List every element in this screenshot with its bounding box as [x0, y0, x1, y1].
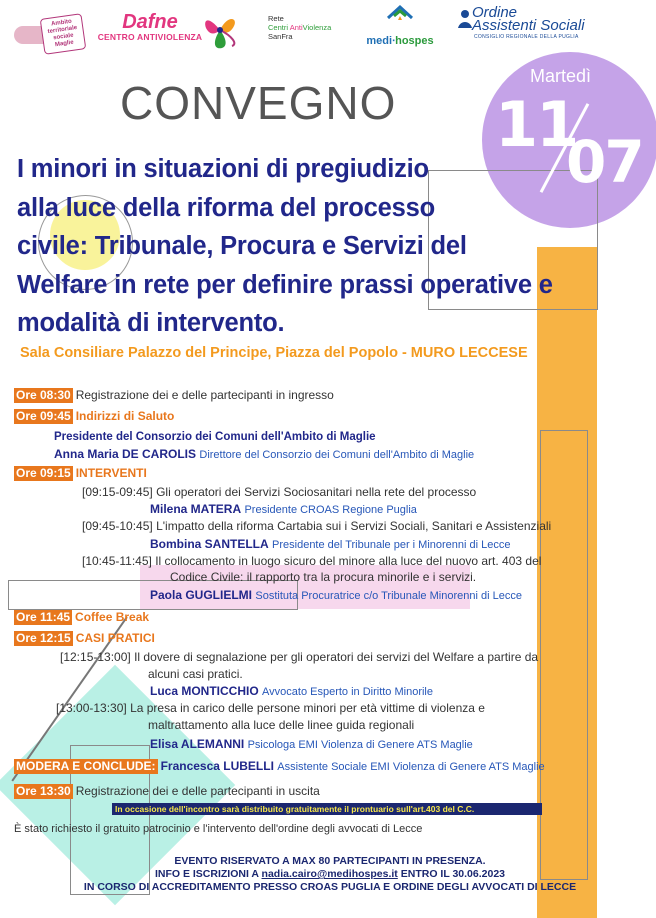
program-row — [82, 485, 476, 500]
program-row — [14, 388, 334, 403]
patronage-note: È stato richiesto il gratuito patrocinio e l'intervento dell'ordine degli avvocati di Lecce — [14, 823, 423, 835]
event-type: CONVEGNO — [120, 77, 397, 129]
time-tag: Ore 11:45 — [16, 610, 71, 624]
rete-cav-logo — [268, 14, 358, 54]
program-row — [150, 537, 511, 553]
program-row — [56, 701, 485, 716]
program-row — [60, 650, 538, 665]
speaker-role: Presidente CROAS Regione Puglia — [244, 504, 417, 516]
ambito-label: Ambito territoriale sociale Maglie — [40, 13, 87, 54]
speaker-name: Luca MONTICCHIO — [150, 684, 259, 698]
program-row — [54, 447, 474, 463]
talk-title: La presa in carico delle persone minori per età vittime di violenza e — [130, 701, 485, 715]
logo-strip — [0, 0, 656, 60]
program-row — [82, 519, 551, 534]
moderator-role: Assistente Sociale EMI Violenza di Genere ATS Maglie — [277, 761, 545, 773]
speaker-name: Bombina SANTELLA — [150, 537, 269, 551]
speaker-role: Avvocato Esperto in Diritto Minorile — [262, 686, 433, 698]
program-row — [14, 466, 147, 481]
section-heading: Indirizzi di Saluto — [75, 409, 175, 423]
event-title — [17, 150, 607, 343]
program-row — [150, 588, 522, 604]
time-tag: Ore 08:30 — [16, 388, 71, 402]
notice-banner: In occasione dell'incontro sarà distribuito gratuitamente il prontuario sull'art.403 del C.C. — [112, 803, 542, 815]
ordine-title: Ordine Assistenti Sociali — [472, 4, 585, 34]
time-tag: Ore 09:45 — [16, 409, 71, 423]
timeslot: [09:45-10:45] — [82, 519, 153, 533]
dafne-subtitle: CENTRO ANTIVIOLENZA — [97, 32, 203, 42]
speaker-title: Presidente del Consorzio dei Comuni dell'Ambito di Maglie — [54, 431, 376, 443]
talk-title: Il collocamento in luogo sicuro del minore alla luce del nuovo art. 403 del — [155, 554, 542, 568]
program-row — [150, 737, 473, 753]
email-link[interactable]: nadia.cairo@medihospes.it — [261, 868, 398, 880]
month-number: 07 — [566, 128, 643, 196]
section-heading: CASI PRATICI — [75, 631, 155, 645]
day-number: 11 — [495, 88, 578, 161]
footer-text: INFO E ISCRIZIONI A — [154, 868, 262, 880]
timeslot: [10:45-11:45] — [82, 554, 152, 568]
time-tag: Ore 09:15 — [16, 466, 71, 480]
footer-text: ENTRO IL 30.06.2023 — [397, 868, 506, 880]
program-row — [150, 502, 417, 518]
program-row — [14, 610, 149, 625]
house-icon — [385, 4, 415, 28]
title-line: modalità di intervento. — [17, 309, 285, 337]
title-line: alla luce della riforma del processo — [17, 193, 435, 222]
ordine-subtitle: CONSIGLIO REGIONALE DELLA PUGLIA — [474, 34, 579, 40]
speaker-name: Paola GUGLIELMI — [150, 588, 253, 602]
talk-title-cont: maltrattamento alla luce delle linee guida regionali — [148, 718, 415, 732]
program-row — [14, 759, 545, 775]
rete-line: Rete — [268, 14, 284, 23]
medi-a: medi — [366, 35, 393, 47]
speaker-role: Direttore del Consorzio dei Comuni dell'Ambito di Maglie — [199, 449, 475, 461]
footer — [60, 855, 600, 894]
timeslot: [09:15-09:45] — [82, 485, 153, 499]
time-tag: Ore 12:15 — [16, 631, 71, 645]
title-line: Welfare in rete per definire prassi operative e — [17, 270, 553, 299]
moderator-tag: MODERA E CONCLUDE: — [16, 759, 156, 773]
rete-word: Violenza — [302, 23, 332, 32]
venue: Sala Consiliare Palazzo del Principe, Piazza del Popolo - MURO LECCESE — [20, 345, 528, 361]
timeslot: [13:00-13:30] — [56, 701, 127, 715]
program-row — [82, 554, 541, 569]
talk-title: Il dovere di segnalazione per gli operatori dei servizi del Welfare a partire da — [134, 650, 539, 664]
speaker-name: Elisa ALEMANNI — [150, 737, 245, 751]
section-heading: INTERVENTI — [75, 466, 147, 480]
program-text: Registrazione dei e delle partecipanti in uscita — [75, 784, 320, 798]
speaker-role: Sostituta Procuratrice c/o Tribunale Minorenni di Lecce — [255, 590, 522, 602]
frame-decoration — [540, 430, 588, 880]
program-row — [170, 570, 476, 585]
rete-word: Anti — [289, 23, 303, 32]
time-tag: Ore 13:30 — [16, 784, 71, 798]
speaker-name: Milena MATERA — [150, 502, 242, 516]
footer-line: IN CORSO DI ACCREDITAMENTO PRESSO CROAS PUGLIA E ORDINE DEGLI AVVOCATI DI LECCE — [83, 881, 577, 893]
program-row — [148, 667, 243, 682]
medi-b: hospes — [395, 35, 434, 47]
program-row — [150, 684, 433, 700]
talk-title: Gli operatori dei Servizi Sociosanitari nella rete del processo — [156, 485, 477, 499]
flower-icon — [198, 10, 242, 52]
speaker-role: Presidente del Tribunale per i Minorenni di Lecce — [272, 539, 511, 551]
title-line: civile: Tribunale, Procura e Servizi del — [17, 232, 467, 260]
timeslot: [12:15-13:00] — [60, 650, 131, 664]
footer-line: EVENTO RISERVATO A MAX 80 PARTECIPANTI IN PRESENZA. — [174, 855, 486, 867]
program-row — [148, 718, 414, 733]
talk-title: L'impatto della riforma Cartabia sui i Servizi Sociali, Sanitari e Assistenziali — [156, 519, 552, 533]
moderator-name: Francesca LUBELLI — [160, 759, 274, 773]
section-heading: Coffee Break — [75, 610, 150, 624]
dafne-name: Dafne — [122, 11, 178, 33]
speaker-role: Psicologa EMI Violenza di Genere ATS Maglie — [247, 739, 473, 751]
ambito-logo — [12, 8, 98, 60]
program-row — [14, 784, 320, 799]
ordine-logo — [456, 6, 606, 46]
talk-title-cont: alcuni casi pratici. — [148, 667, 243, 681]
weekday: Martedì — [530, 66, 592, 86]
medihospes-logo — [362, 4, 438, 48]
program-row — [14, 631, 155, 646]
speaker-name: Anna Maria DE CAROLIS — [54, 447, 197, 461]
program-row — [54, 430, 376, 445]
rete-word: Centri — [268, 23, 290, 32]
dafne-logo — [95, 12, 205, 52]
program-row — [14, 409, 174, 424]
rete-line: SanFra — [268, 32, 293, 41]
title-line: I minori in situazioni di pregiudizio — [17, 155, 429, 183]
footer-line — [60, 868, 600, 881]
talk-title-cont: Codice Civile: il rapporto tra la procura minorile e i servizi. — [170, 570, 477, 584]
program-text: Registrazione dei e delle partecipanti in ingresso — [75, 388, 334, 402]
rete-line — [268, 23, 358, 32]
medihospes-text: medi∙hospes — [366, 35, 434, 47]
